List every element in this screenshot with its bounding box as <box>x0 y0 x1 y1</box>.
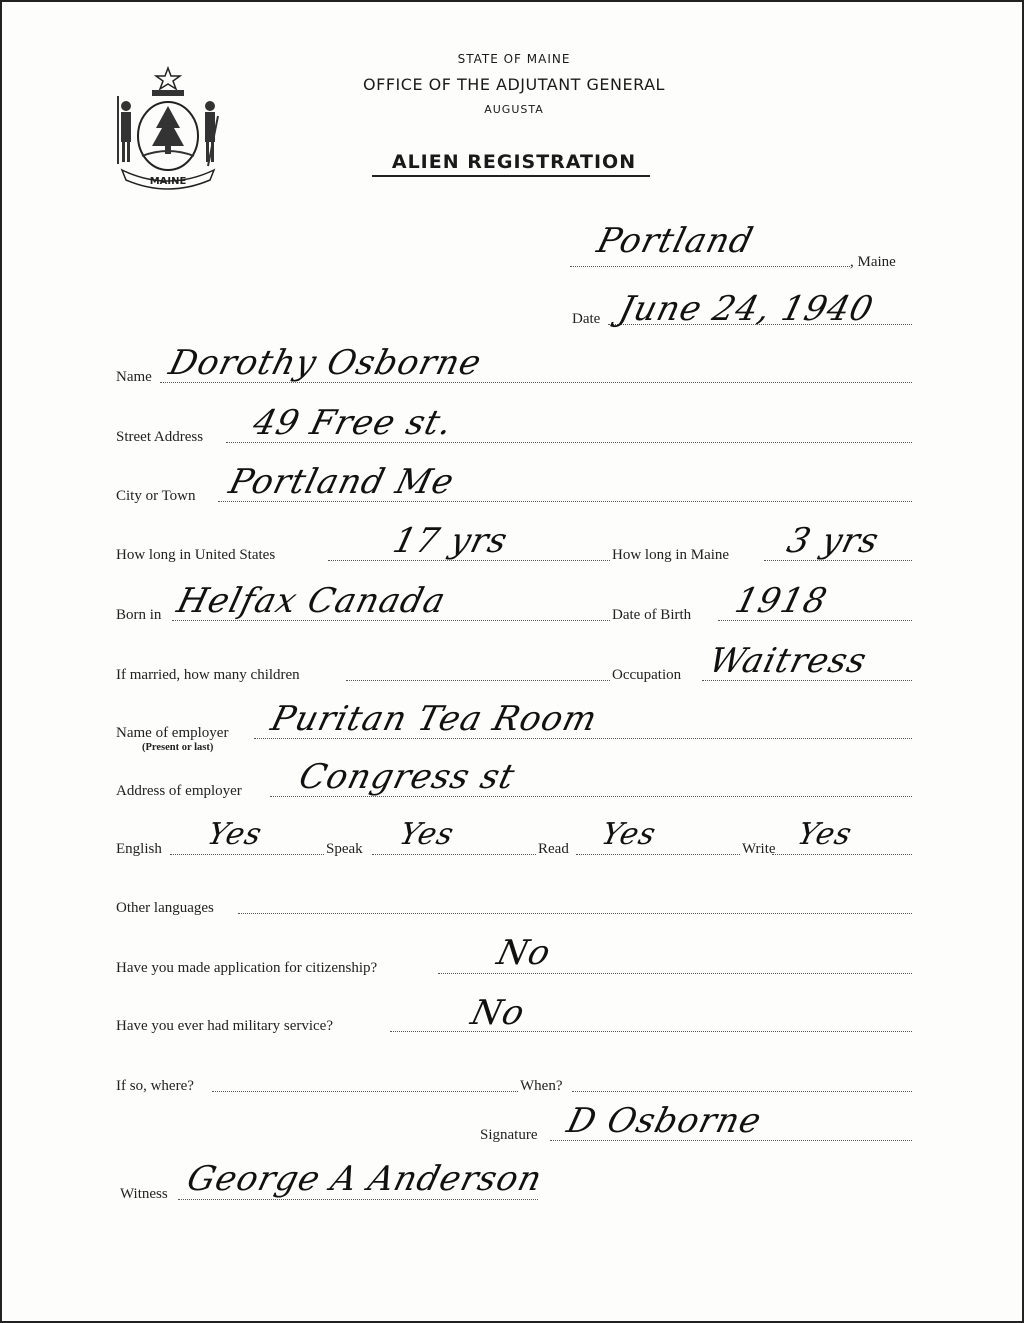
other-languages-line <box>238 913 912 914</box>
citizenship-value: No <box>493 933 556 973</box>
military-value: No <box>467 993 530 1033</box>
born-value: Helfax Canada <box>173 581 450 621</box>
employer-label: Name of employer <box>116 725 229 741</box>
street-value: 49 Free st. <box>249 403 457 443</box>
us-years-label: How long in United States <box>116 547 276 563</box>
street-label: Street Address <box>116 429 204 445</box>
signature-label: Signature <box>480 1127 538 1143</box>
citizenship-line <box>438 973 912 974</box>
speak-label: Speak <box>326 841 363 857</box>
speak-value: Yes <box>395 817 458 852</box>
citizenship-label: Have you made application for citizenship? <box>116 960 378 976</box>
read-label: Read <box>538 841 569 857</box>
maine-years-label: How long in Maine <box>612 547 730 563</box>
place-line <box>570 266 850 267</box>
married-label: If married, how many children <box>116 667 300 683</box>
dob-label: Date of Birth <box>612 607 692 623</box>
city-label: City or Town <box>116 488 196 504</box>
where-label: If so, where? <box>116 1078 194 1094</box>
witness-value: George A Anderson <box>183 1159 547 1199</box>
other-languages-label: Other languages <box>116 900 214 916</box>
english-value: Yes <box>203 817 266 852</box>
us-years-value: 17 yrs <box>389 521 512 561</box>
witness-line <box>178 1199 538 1200</box>
read-value: Yes <box>597 817 660 852</box>
write-value: Yes <box>793 817 856 852</box>
header-office: OFFICE OF THE ADJUTANT GENERAL <box>363 75 665 94</box>
dob-value: 1918 <box>731 581 832 621</box>
city-value: Portland Me <box>225 462 459 502</box>
title-underline <box>372 175 650 177</box>
occupation-label: Occupation <box>612 667 682 683</box>
employer-address-value: Congress st <box>295 757 520 797</box>
date-label: Date <box>572 311 601 327</box>
military-label: Have you ever had military service? <box>116 1018 333 1034</box>
write-line <box>772 854 912 855</box>
employer-value: Puritan Tea Room <box>267 699 602 739</box>
write-label: Write <box>742 841 776 857</box>
read-line <box>576 854 740 855</box>
name-label: Name <box>116 369 152 385</box>
married-line <box>346 680 610 681</box>
witness-label: Witness <box>120 1186 168 1202</box>
employer-sublabel: (Present or last) <box>142 742 214 753</box>
seal-motto: MAINE <box>149 176 187 187</box>
where-line <box>212 1091 518 1092</box>
when-label: When? <box>520 1078 563 1094</box>
header-state: STATE OF MAINE <box>457 52 571 66</box>
english-label: English <box>116 841 162 857</box>
form-title: ALIEN REGISTRATION <box>391 151 637 173</box>
when-line <box>572 1091 912 1092</box>
occupation-value: Waitress <box>705 641 872 681</box>
employer-address-label: Address of employer <box>116 783 242 799</box>
born-label: Born in <box>116 607 162 623</box>
speak-line <box>372 854 536 855</box>
place-value: Portland <box>593 221 758 261</box>
header-city: AUGUSTA <box>484 103 544 116</box>
name-value: Dorothy Osborne <box>165 343 486 383</box>
english-line <box>170 854 324 855</box>
maine-label: , Maine <box>850 254 896 270</box>
signature-value: D Osborne <box>563 1101 766 1141</box>
date-value: June 24, 1940 <box>615 289 878 329</box>
maine-years-value: 3 yrs <box>783 521 884 561</box>
